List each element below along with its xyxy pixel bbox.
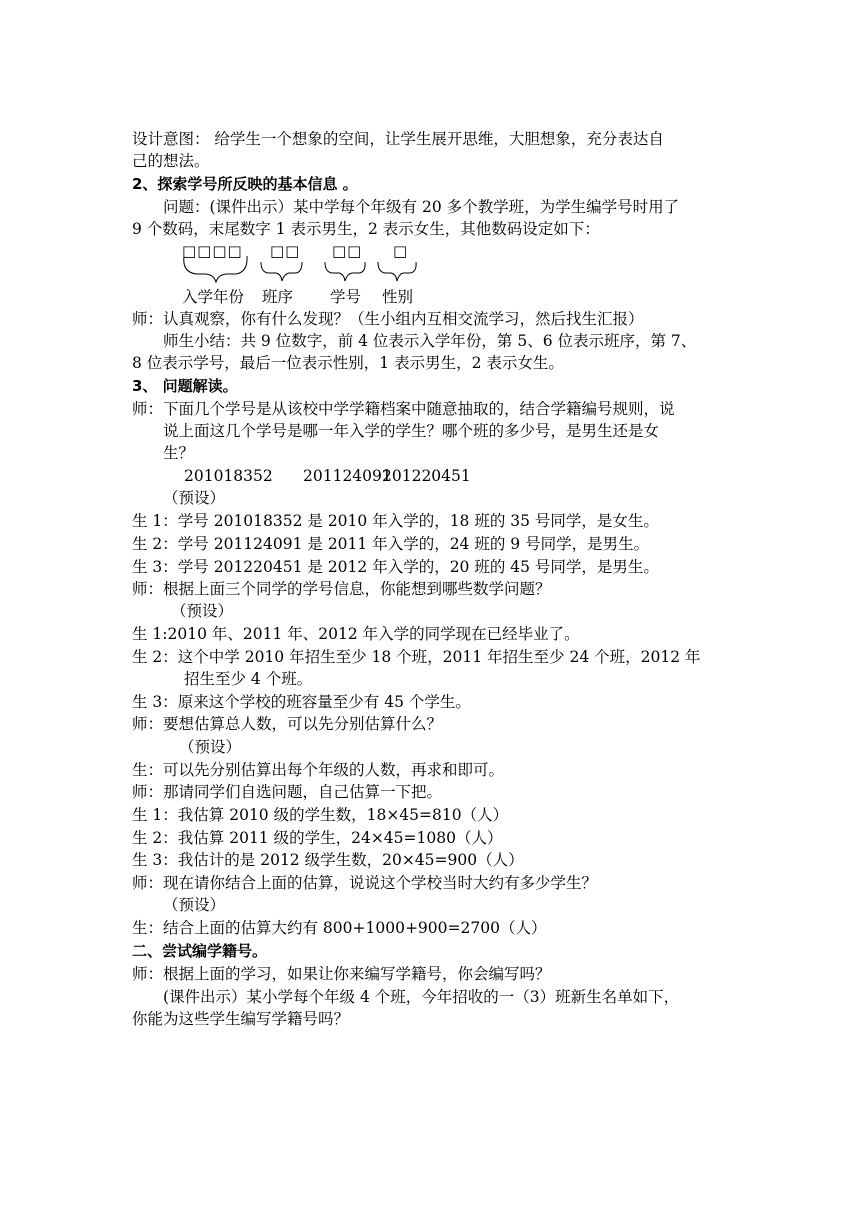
- student-id-3: 201220451: [382, 467, 471, 485]
- year-label: 入学年份: [182, 288, 245, 306]
- text-line: 9 个数码，末尾数字 1 表示男生，2 表示女生，其他数码设定如下：: [132, 220, 600, 238]
- year-digit-boxes: □□□□: [182, 242, 243, 260]
- text-line: (课件出示）某小学每个年级 4 个班，今年招收的一（3）班新生名单如下，: [163, 988, 680, 1006]
- gender-brace: [378, 262, 416, 281]
- text-line: 生：结合上面的估算大约有 800+1000+900=2700（人）: [132, 919, 547, 937]
- text-line: 师：那请同学们自选问题，自己估算一下把。: [132, 783, 443, 801]
- text-line: 8 位表示学号，最后一位表示性别，1 表示男生，2 表示女生。: [132, 354, 564, 372]
- text-line: 生 2：学号 201124091 是 2011 年入学的，24 班的 9 号同学，是男生。: [132, 535, 650, 553]
- class-label: 班序: [262, 288, 294, 306]
- year-brace: [184, 256, 247, 282]
- text-line: 生 3：学号 201220451 是 2012 年入学的，20 班的 45 号同学，是男生。: [132, 558, 659, 576]
- text-line: 生：可以先分别估算出每个年级的人数，再求和即可。: [132, 761, 505, 779]
- text-line: 师生小结：共 9 位数字，前 4 位表示入学年份，第 5、6 位表示班序，第 7、: [163, 332, 697, 350]
- text-line: 生 1：我估算 2010 级的学生数，18×45=810（人）: [132, 806, 509, 824]
- class-digit-boxes: □□: [270, 242, 301, 260]
- number-label: 学号: [330, 288, 362, 306]
- text-line: 师：根据上面三个同学的学号信息，你能想到哪些数学问题？: [132, 580, 551, 598]
- text-line: 己的想法。: [132, 152, 210, 170]
- brace-lines: [0, 0, 860, 320]
- code-structure-diagram: [0, 0, 860, 320]
- text-line: 说上面这几个学号是哪一年入学的学生？哪个班的多少号，是男生还是女: [163, 422, 660, 440]
- text-line: 生 3：原来这个学校的班容量至少有 45 个学生。: [132, 693, 471, 711]
- text-line: 生 3：我估计的是 2012 级学生数，20×45=900（人）: [132, 851, 524, 869]
- class-brace: [261, 262, 302, 281]
- student-id-2: 201124091: [303, 467, 392, 485]
- text-line: 问题：(课件出示）某中学每个年级有 20 多个教学班，为学生编学号时用了: [163, 198, 680, 216]
- section-heading: 3、 问题解读。: [132, 377, 238, 395]
- preset-label: （预设）: [171, 602, 234, 620]
- student-id-1: 201018352: [184, 467, 273, 485]
- text-line: 师：认真观察，你有什么发现？（生小组内互相交流学习，然后找生汇报）: [132, 310, 644, 328]
- gender-label: 性别: [382, 288, 414, 306]
- section-heading: 二、尝试编学籍号。: [132, 942, 268, 960]
- preset-label: （预设）: [179, 738, 242, 756]
- text-line: 生？: [163, 444, 195, 462]
- text-line: 招生至少 4 个班。: [184, 670, 313, 688]
- text-line: 生 2：我估算 2011 级的学生，24×45=1080（人）: [132, 829, 503, 847]
- gender-digit-box: □: [393, 242, 409, 260]
- text-line: 师：要想估算总人数，可以先分别估算什么？: [132, 715, 443, 733]
- text-line: 师：下面几个学号是从该校中学学籍档案中随意抽取的，结合学籍编号规则，说: [132, 400, 675, 418]
- text-line: 师：现在请你结合上面的估算，说说这个学校当时大约有多少学生？: [132, 874, 598, 892]
- text-line: 你能为这些学生编写学籍号吗？: [132, 1010, 350, 1028]
- section-heading: 2、探索学号所反映的基本信息 。: [132, 175, 358, 193]
- text-line: 师：根据上面的学习，如果让你来编写学籍号，你会编写吗？: [132, 965, 551, 983]
- number-digit-boxes: □□: [332, 242, 363, 260]
- text-line: 生 1：学号 201018352 是 2010 年入学的，18 班的 35 号同学，是女生。: [132, 512, 659, 530]
- text-line: 生 2：这个中学 2010 年招生至少 18 个班，2011 年招生至少 24 个班，2012 年: [132, 648, 701, 666]
- text-line: 生 1:2010 年、2011 年、2012 年入学的同学现在已经毕业了。: [132, 625, 580, 643]
- preset-label: （预设）: [163, 489, 226, 507]
- number-brace: [325, 262, 365, 281]
- preset-label: （预设）: [163, 896, 226, 914]
- design-intent-line: 设计意图： 给学生一个想象的空间，让学生展开思维，大胆想象，充分表达自: [132, 130, 664, 148]
